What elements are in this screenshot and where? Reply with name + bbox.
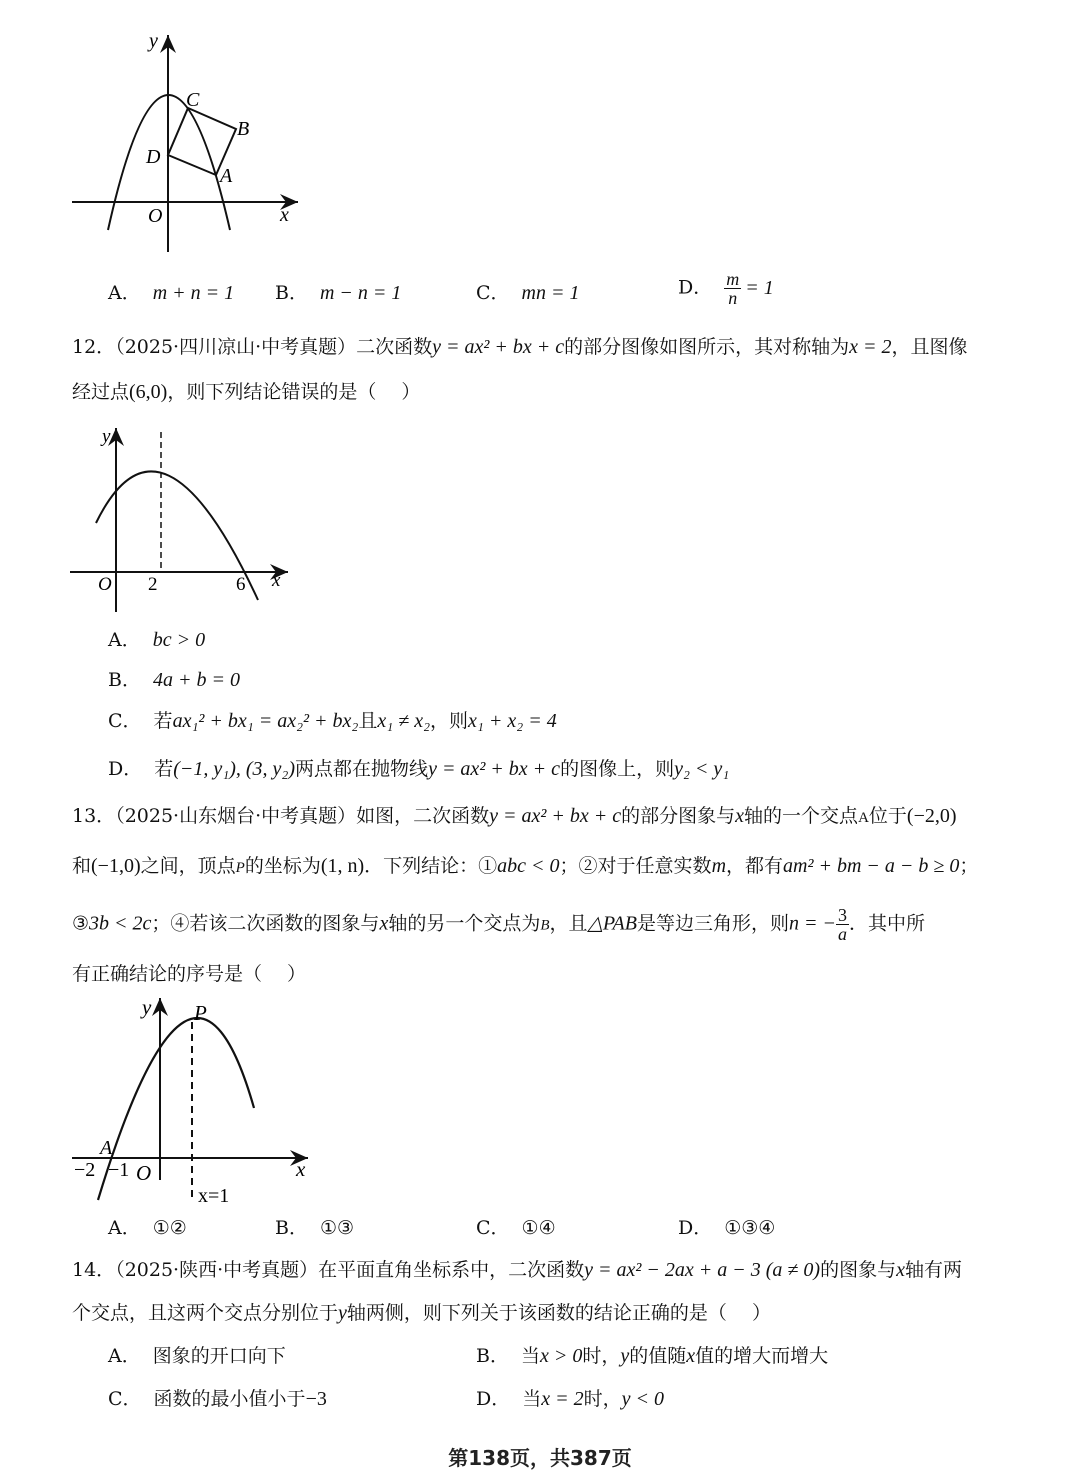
origin-label: O xyxy=(136,1161,152,1185)
q14-option-d[interactable]: D． 当x = 2时，y < 0 xyxy=(476,1388,665,1410)
q13-stem-line3: ③3b < 2c；④若该二次函数的图象与x轴的另一个交点为B，且△PAB是等边三角形，则n = − $\frac{3}{a}$ ．其中所 xyxy=(72,905,926,944)
fraction-m-over-n: $\frac{m}{n}$ xyxy=(726,269,740,308)
q13-stem-line4: 有正确结论的序号是（ ） xyxy=(72,963,307,985)
q14-option-c[interactable]: C． 函数的最小值小于−3 xyxy=(108,1388,327,1410)
tick-minus-1: −1 xyxy=(108,1159,130,1181)
fraction-3-over-a: $\frac{3}{a}$ xyxy=(838,905,847,944)
y-label: y xyxy=(142,995,152,1019)
origin-label: O xyxy=(148,205,163,227)
x-label: x xyxy=(296,1157,306,1181)
q11-option-d[interactable]: D． $\frac{m}{n}$ = 1 xyxy=(678,269,774,308)
q13-stem-line2: 和(−1,0)之间，顶点P的坐标为(1, n)．下列结论：①abc < 0；②对于任意实数m，都有am² + bm − a − b ≥ 0； xyxy=(72,855,979,877)
y-label: y xyxy=(149,30,158,52)
tick-2: 2 xyxy=(148,574,158,595)
q12-option-d[interactable]: D． 若(−1, y₁), (3, y₂)两点都在抛物线y = ax² + bx + c的图像上，则y₂ < y₁ xyxy=(108,758,730,780)
y-label: y xyxy=(102,426,111,447)
point-b: B xyxy=(237,118,250,140)
q13-figure xyxy=(60,990,320,1210)
parabola xyxy=(96,471,258,600)
origin-label: O xyxy=(98,574,112,595)
q11-option-a[interactable]: A． m + n = 1 xyxy=(108,282,235,304)
q11-figure xyxy=(60,25,310,260)
q12-figure xyxy=(60,420,300,620)
x-label: x xyxy=(280,204,289,226)
tick-6: 6 xyxy=(236,574,246,595)
q13-stem-line1: 13．（2025·山东烟台·中考真题）如图，二次函数y = ax² + bx + c的部分图象与x轴的一个交点A位于(−2,0) xyxy=(72,805,957,827)
point-a: A xyxy=(220,165,233,187)
q12-stem-line2: 经过点(6,0)，则下列结论错误的是（ ） xyxy=(72,381,421,403)
x-label: x xyxy=(272,570,281,591)
page-footer: 第138页，共387页 xyxy=(448,1446,632,1470)
q14-option-a[interactable]: A． 图象的开口向下 xyxy=(108,1345,286,1367)
p-label: P xyxy=(194,1001,207,1025)
a-label: A xyxy=(100,1137,113,1159)
q13-option-b[interactable]: B． ①③ xyxy=(275,1217,355,1239)
axis-label: x=1 xyxy=(198,1185,230,1207)
q14-stem-line1: 14．（2025·陕西·中考真题）在平面直角坐标系中，二次函数y = ax² − 2ax + a − 3 (a ≠ 0)的图象与x轴有两 xyxy=(72,1259,962,1281)
q13-option-d[interactable]: D． ①③④ xyxy=(678,1217,776,1239)
q14-option-b[interactable]: B． 当x > 0时，y的值随x值的增大而增大 xyxy=(476,1345,829,1367)
q12-stem-line1: 12．（2025·四川凉山·中考真题）二次函数y = ax² + bx + c的部分图像如图所示，其对称轴为x = 2，且图像 xyxy=(72,336,968,358)
q12-option-b[interactable]: B． 4a + b = 0 xyxy=(108,669,240,691)
tick-minus-2: −2 xyxy=(74,1159,96,1181)
q12-option-c[interactable]: C． 若ax₁² + bx₁ = ax₂² + bx₂且x₁ ≠ x₂，则x₁ + x₂ = 4 xyxy=(108,710,557,732)
point-c: C xyxy=(186,89,200,111)
q13-option-c[interactable]: C． ①④ xyxy=(476,1217,556,1239)
q11-option-b[interactable]: B． m − n = 1 xyxy=(275,282,402,304)
q14-stem-line2: 个交点，且这两个交点分别位于y轴两侧，则下列关于该函数的结论正确的是（ ） xyxy=(72,1302,771,1324)
q11-option-c[interactable]: C． mn = 1 xyxy=(476,282,580,304)
point-d: D xyxy=(146,146,161,168)
q13-option-a[interactable]: A． ①② xyxy=(108,1217,187,1239)
q12-option-a[interactable]: A． bc > 0 xyxy=(108,629,206,651)
